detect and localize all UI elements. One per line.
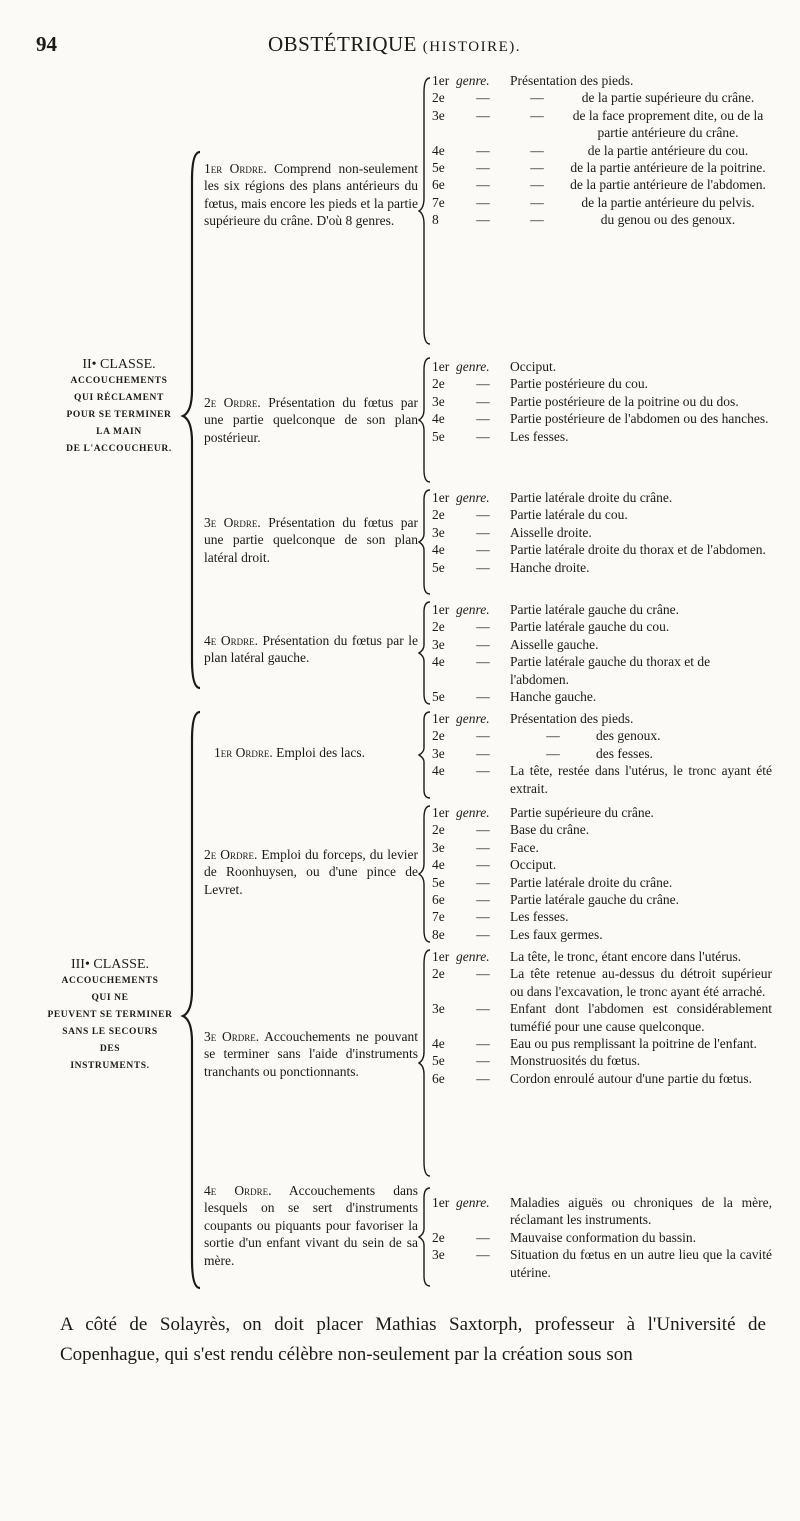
genre-text: Base du crâne. — [510, 822, 590, 838]
genre-text: Partie postérieure du cou. — [510, 376, 648, 392]
ditto-dash: — — [476, 909, 490, 925]
genre-row — [432, 1194, 772, 1229]
genre-text: Occiput. — [510, 857, 557, 873]
class-3-line: QUI NE — [91, 993, 129, 1003]
genre-row — [432, 72, 772, 89]
genre-number: 5e — [432, 160, 445, 176]
ordre-text: Accouchements ne pouvant se terminer sans l'aide d'instruments tranchants ou ponctionnants. — [204, 1029, 418, 1079]
page-number: 94 — [36, 32, 57, 56]
ditto-dash: — — [546, 745, 560, 761]
genre-number: 2e — [432, 90, 445, 106]
ditto-dash: — — [476, 1070, 490, 1086]
ditto-dash: — — [476, 1247, 490, 1263]
running-head-sub: (HISTOIRE). — [422, 39, 522, 55]
genre-row — [432, 1035, 772, 1052]
c2-ordre-4-brace — [418, 600, 432, 706]
c2-ordre-4-genres — [432, 601, 772, 705]
genre-number: 1er — [432, 73, 450, 88]
class-3-line: ACCOUCHEMENTS — [61, 976, 159, 986]
class-2-label — [44, 356, 194, 458]
genre-text: du genou ou des genoux. — [600, 212, 736, 228]
genre-number: 7e — [432, 909, 445, 925]
ordre-head: 2e Ordre. — [204, 395, 261, 410]
ditto-dash: — — [476, 194, 490, 210]
genre-number: 1er — [432, 359, 450, 374]
genre-text: Hanche droite. — [510, 559, 590, 575]
ditto-dash: — — [476, 1036, 490, 1052]
genre-number: 4e — [432, 654, 445, 670]
c2-ordre-1-brace — [418, 76, 432, 346]
genre-number: 5e — [432, 874, 445, 890]
genre-row — [432, 804, 772, 821]
genre-number: 5e — [432, 1053, 445, 1069]
genre-number: 6e — [432, 177, 445, 193]
ordre-text: Comprend non-seulement les six régions des plans antérieurs du fœtus, mais encore les pieds et la partie supérieure du crâne. D'où 8 genres. — [204, 161, 418, 229]
c3-ordre-1-desc — [214, 744, 418, 761]
class-3-line: DES — [99, 1044, 121, 1054]
genre-text: de la partie antérieure de la poitrine. — [570, 160, 766, 176]
ditto-dash: — — [476, 966, 490, 982]
genre-row — [432, 745, 772, 762]
genre-row — [432, 710, 772, 727]
genre-number: 3e — [432, 107, 445, 123]
c3-ordre-3-brace — [418, 948, 432, 1178]
ditto-dash: — — [476, 1053, 490, 1069]
genre-text: Partie postérieure de l'abdomen ou des hanches. — [510, 411, 769, 427]
ditto-dash: — — [476, 874, 490, 890]
genre-number: 4e — [432, 411, 445, 427]
genre-number: 3e — [432, 1001, 445, 1017]
genre-row — [432, 89, 772, 106]
genre-row — [432, 908, 772, 925]
ditto-dash: — — [476, 654, 490, 670]
genre-row — [432, 653, 772, 688]
genre-row — [432, 559, 772, 576]
genre-number: 8e — [432, 926, 445, 942]
genre-text: Cordon enroulé autour d'une partie du fœtus. — [510, 1070, 752, 1086]
genre-text: Aisselle gauche. — [510, 636, 599, 652]
class-3-line: INSTRUMENTS. — [70, 1061, 150, 1071]
ditto-dash: — — [476, 177, 490, 193]
c2-ordre-3-brace — [418, 488, 432, 596]
genre-row — [432, 211, 772, 228]
genre-row — [432, 688, 772, 705]
class-3-title: III• CLASSE. — [70, 957, 149, 972]
ordre-head: 4e Ordre. — [204, 1183, 272, 1198]
body-paragraph: A côté de Solayrès, on doit placer Mathias Saxtorph, professeur à l'Université de Copenhague, qui s'est rendu célèbre non-seulement par la création sous son — [60, 1314, 766, 1365]
ditto-dash: — — [476, 619, 490, 635]
c3-ordre-3-desc — [204, 1028, 418, 1080]
ordre-text: Emploi des lacs. — [276, 745, 365, 760]
genre-text: Occiput. — [510, 359, 557, 374]
genre-text: Présentation des pieds. — [510, 73, 634, 88]
class-2-brace — [180, 150, 204, 690]
genre-row — [432, 727, 772, 744]
ditto-dash: — — [476, 542, 490, 558]
genre-text: Partie latérale gauche du crâne. — [510, 602, 680, 617]
genre-text: Partie latérale du cou. — [510, 507, 628, 523]
genre-word: genre. — [456, 949, 490, 964]
ditto-dash: — — [476, 393, 490, 409]
ditto-dash: — — [530, 212, 544, 228]
ditto-dash: — — [476, 1001, 490, 1017]
genre-text: des fesses. — [596, 745, 653, 761]
genre-number: 1er — [432, 602, 450, 617]
ordre-head: 1er Ordre. — [214, 745, 273, 760]
c3-ordre-1-genres — [432, 710, 772, 797]
ditto-dash: — — [476, 822, 490, 838]
genre-text: Les fesses. — [510, 428, 569, 444]
genre-number: 6e — [432, 1070, 445, 1086]
genre-row — [432, 636, 772, 653]
genre-word: genre. — [456, 805, 490, 820]
genre-word: genre. — [456, 1195, 490, 1210]
ditto-dash: — — [476, 107, 490, 123]
ditto-dash: — — [476, 524, 490, 540]
running-head-main: OBSTÉTRIQUE — [268, 32, 417, 56]
genre-row — [432, 489, 772, 506]
genre-number: 4e — [432, 1036, 445, 1052]
ditto-dash: — — [476, 559, 490, 575]
genre-number: 1er — [432, 711, 450, 726]
ditto-dash: — — [476, 689, 490, 705]
ditto-dash: — — [530, 177, 544, 193]
genre-text: Partie latérale droite du thorax et de l'abdomen. — [510, 542, 766, 558]
c2-ordre-4-desc — [204, 632, 418, 667]
genre-text: de la partie antérieure du pelvis. — [581, 194, 755, 210]
genre-word: genre. — [456, 711, 490, 726]
genre-row — [432, 375, 772, 392]
genre-number: 5e — [432, 428, 445, 444]
ditto-dash: — — [530, 107, 544, 123]
c2-ordre-2-brace — [418, 356, 432, 484]
ordre-text: Emploi du forceps, du levier de Roonhuysen, ou d'une pince de Levret. — [204, 847, 419, 897]
ordre-text: Présentation du fœtus par le plan latéral gauche. — [204, 633, 419, 666]
genre-text: de la partie antérieure de l'abdomen. — [570, 177, 766, 193]
c2-ordre-2-genres — [432, 358, 772, 445]
running-head — [268, 32, 521, 57]
c2-ordre-1-genres — [432, 72, 772, 229]
genre-text: Maladies aiguës ou chroniques de la mère, réclamant les instruments. — [510, 1195, 772, 1228]
genre-text: Aisselle droite. — [510, 524, 592, 540]
ditto-dash: — — [476, 1229, 490, 1245]
genre-text: La tête, restée dans l'utérus, le tronc ayant été extrait. — [510, 763, 772, 796]
genre-word: genre. — [456, 73, 490, 88]
genre-row — [432, 524, 772, 541]
genre-row — [432, 839, 772, 856]
genre-row — [432, 1246, 772, 1281]
genre-number: 1er — [432, 490, 450, 505]
genre-number: 5e — [432, 559, 445, 575]
ordre-head: 1er Ordre. — [204, 161, 267, 176]
genre-row — [432, 601, 772, 618]
genre-text: Partie latérale droite du crâne. — [510, 490, 673, 505]
c3-ordre-2-desc — [204, 846, 418, 898]
genre-row — [432, 618, 772, 635]
genre-text: Eau ou pus remplissant la poitrine de l'enfant. — [510, 1036, 757, 1052]
genre-number: 3e — [432, 393, 445, 409]
class-2-line: DE L'ACCOUCHEUR. — [66, 444, 172, 454]
genre-row — [432, 107, 772, 142]
genre-number: 5e — [432, 689, 445, 705]
genre-number: 4e — [432, 142, 445, 158]
genre-row — [432, 541, 772, 558]
genre-row — [432, 762, 772, 797]
genre-number: 3e — [432, 636, 445, 652]
genre-text: Les faux germes. — [510, 926, 603, 942]
genre-word: genre. — [456, 490, 490, 505]
genre-row — [432, 176, 772, 193]
genre-text: Enfant dont l'abdomen est considérablement tuméfié pour une cause quelconque. — [510, 1001, 772, 1034]
ditto-dash: — — [530, 194, 544, 210]
genre-number: 3e — [432, 839, 445, 855]
ditto-dash: — — [476, 839, 490, 855]
genre-number: 2e — [432, 619, 445, 635]
genre-number: 4e — [432, 857, 445, 873]
genre-number: 3e — [432, 745, 445, 761]
genre-text: Mauvaise conformation du bassin. — [510, 1229, 696, 1245]
ordre-text: Présentation du fœtus par une partie quelconque de son plan latéral droit. — [204, 515, 419, 565]
genre-row — [432, 1052, 772, 1069]
ordre-head: 3e Ordre. — [204, 1029, 260, 1044]
genre-row — [432, 194, 772, 211]
ordre-text: Accouchements dans lesquels on se sert d'instruments coupants ou piquants pour favoriser la sortie d'un enfant vivant du sein de sa mère. — [204, 1183, 418, 1268]
genre-row — [432, 926, 772, 943]
genre-word: genre. — [456, 602, 490, 617]
genre-number: 2e — [432, 966, 445, 982]
genre-row — [432, 821, 772, 838]
genre-text: Partie postérieure de la poitrine ou du dos. — [510, 393, 739, 409]
ditto-dash: — — [476, 892, 490, 908]
ditto-dash: — — [546, 728, 560, 744]
ditto-dash: — — [476, 142, 490, 158]
genre-row — [432, 874, 772, 891]
genre-text: Monstruosités du fœtus. — [510, 1053, 641, 1069]
genre-row — [432, 1070, 772, 1087]
ditto-dash: — — [476, 507, 490, 523]
ditto-dash: — — [476, 636, 490, 652]
class-3-line: PEUVENT SE TERMINER — [47, 1010, 173, 1020]
genre-text: Partie supérieure du crâne. — [510, 805, 654, 820]
c3-ordre-4-genres — [432, 1194, 772, 1281]
genre-row — [432, 506, 772, 523]
ditto-dash: — — [476, 763, 490, 779]
genre-number: 7e — [432, 194, 445, 210]
ditto-dash: — — [530, 142, 544, 158]
genre-number: 1er — [432, 805, 450, 820]
genre-number: 4e — [432, 542, 445, 558]
genre-number: 4e — [432, 763, 445, 779]
genre-number: 2e — [432, 507, 445, 523]
ditto-dash: — — [476, 857, 490, 873]
genre-number: 8 — [432, 212, 439, 228]
c3-ordre-1-brace — [418, 710, 432, 800]
ditto-dash: — — [476, 376, 490, 392]
ditto-dash: — — [476, 728, 490, 744]
ditto-dash: — — [476, 428, 490, 444]
genre-row — [432, 948, 772, 965]
genre-text: de la partie supérieure du crâne. — [581, 90, 755, 106]
c3-ordre-4-desc — [204, 1182, 418, 1269]
ordre-head: 4e Ordre. — [204, 633, 258, 648]
genre-number: 1er — [432, 949, 450, 964]
genre-number: 6e — [432, 892, 445, 908]
genre-text: Face. — [510, 839, 539, 855]
ordre-head: 2e Ordre. — [204, 847, 258, 862]
c3-ordre-2-brace — [418, 804, 432, 944]
class-3-brace — [180, 710, 204, 1290]
genre-text: Les fesses. — [510, 909, 569, 925]
c2-ordre-3-genres — [432, 489, 772, 576]
c3-ordre-3-genres — [432, 948, 772, 1087]
genre-word: genre. — [456, 359, 490, 374]
class-3-label — [26, 956, 194, 1075]
genre-text: La tête, le tronc, étant encore dans l'utérus. — [510, 949, 742, 964]
genre-text: Présentation des pieds. — [510, 711, 634, 726]
ordre-head: 3e Ordre. — [204, 515, 261, 530]
class-3-line: SANS LE SECOURS — [62, 1027, 158, 1037]
genre-number: 2e — [432, 728, 445, 744]
ditto-dash: — — [476, 212, 490, 228]
genre-number: 2e — [432, 822, 445, 838]
genre-row — [432, 891, 772, 908]
genre-row — [432, 393, 772, 410]
genre-row — [432, 1229, 772, 1246]
class-2-line: POUR SE TERMINER — [66, 410, 172, 420]
class-2-title: II• CLASSE. — [82, 357, 156, 372]
c2-ordre-3-desc — [204, 514, 418, 566]
genre-text: Hanche gauche. — [510, 689, 597, 705]
c3-ordre-2-genres — [432, 804, 772, 943]
class-2-line: QUI RÉCLAMENT — [74, 393, 164, 403]
genre-number: 2e — [432, 376, 445, 392]
genre-row — [432, 358, 772, 375]
genre-number: 1er — [432, 1195, 450, 1210]
genre-row — [432, 856, 772, 873]
genre-text: de la face proprement dite, ou de la partie antérieure du crâne. — [572, 107, 764, 141]
ditto-dash: — — [530, 90, 544, 106]
ditto-dash: — — [530, 160, 544, 176]
ditto-dash: — — [476, 411, 490, 427]
class-2-line: LA MAIN — [96, 427, 142, 437]
genre-text: Partie latérale gauche du crâne. — [510, 892, 680, 908]
genre-row — [432, 428, 772, 445]
genre-number: 3e — [432, 1247, 445, 1263]
genre-text: La tête retenue au-dessus du détroit supérieur ou dans l'excavation, le tronc ayant été arraché. — [510, 966, 772, 999]
ordre-text: Présentation du fœtus par une partie quelconque de son plan postérieur. — [204, 395, 419, 445]
genre-text: Partie latérale gauche du thorax et de l'abdomen. — [510, 654, 711, 687]
c2-ordre-1-desc — [204, 160, 418, 230]
genre-row — [432, 142, 772, 159]
c2-ordre-2-desc — [204, 394, 418, 446]
ditto-dash: — — [476, 745, 490, 761]
genre-text: Partie latérale gauche du cou. — [510, 619, 670, 635]
c3-ordre-4-brace — [418, 1186, 432, 1288]
genre-text: des genoux. — [596, 728, 661, 744]
ditto-dash: — — [476, 90, 490, 106]
genre-text: Partie latérale droite du crâne. — [510, 874, 673, 890]
genre-number: 3e — [432, 524, 445, 540]
genre-row — [432, 1000, 772, 1035]
genre-row — [432, 410, 772, 427]
ditto-dash: — — [476, 160, 490, 176]
genre-row — [432, 159, 772, 176]
genre-row — [432, 965, 772, 1000]
genre-number: 2e — [432, 1229, 445, 1245]
ditto-dash: — — [476, 926, 490, 942]
genre-text: Situation du fœtus en un autre lieu que la cavité utérine. — [510, 1247, 772, 1280]
class-2-line: ACCOUCHEMENTS — [70, 376, 168, 386]
genre-text: de la partie antérieure du cou. — [587, 142, 749, 158]
